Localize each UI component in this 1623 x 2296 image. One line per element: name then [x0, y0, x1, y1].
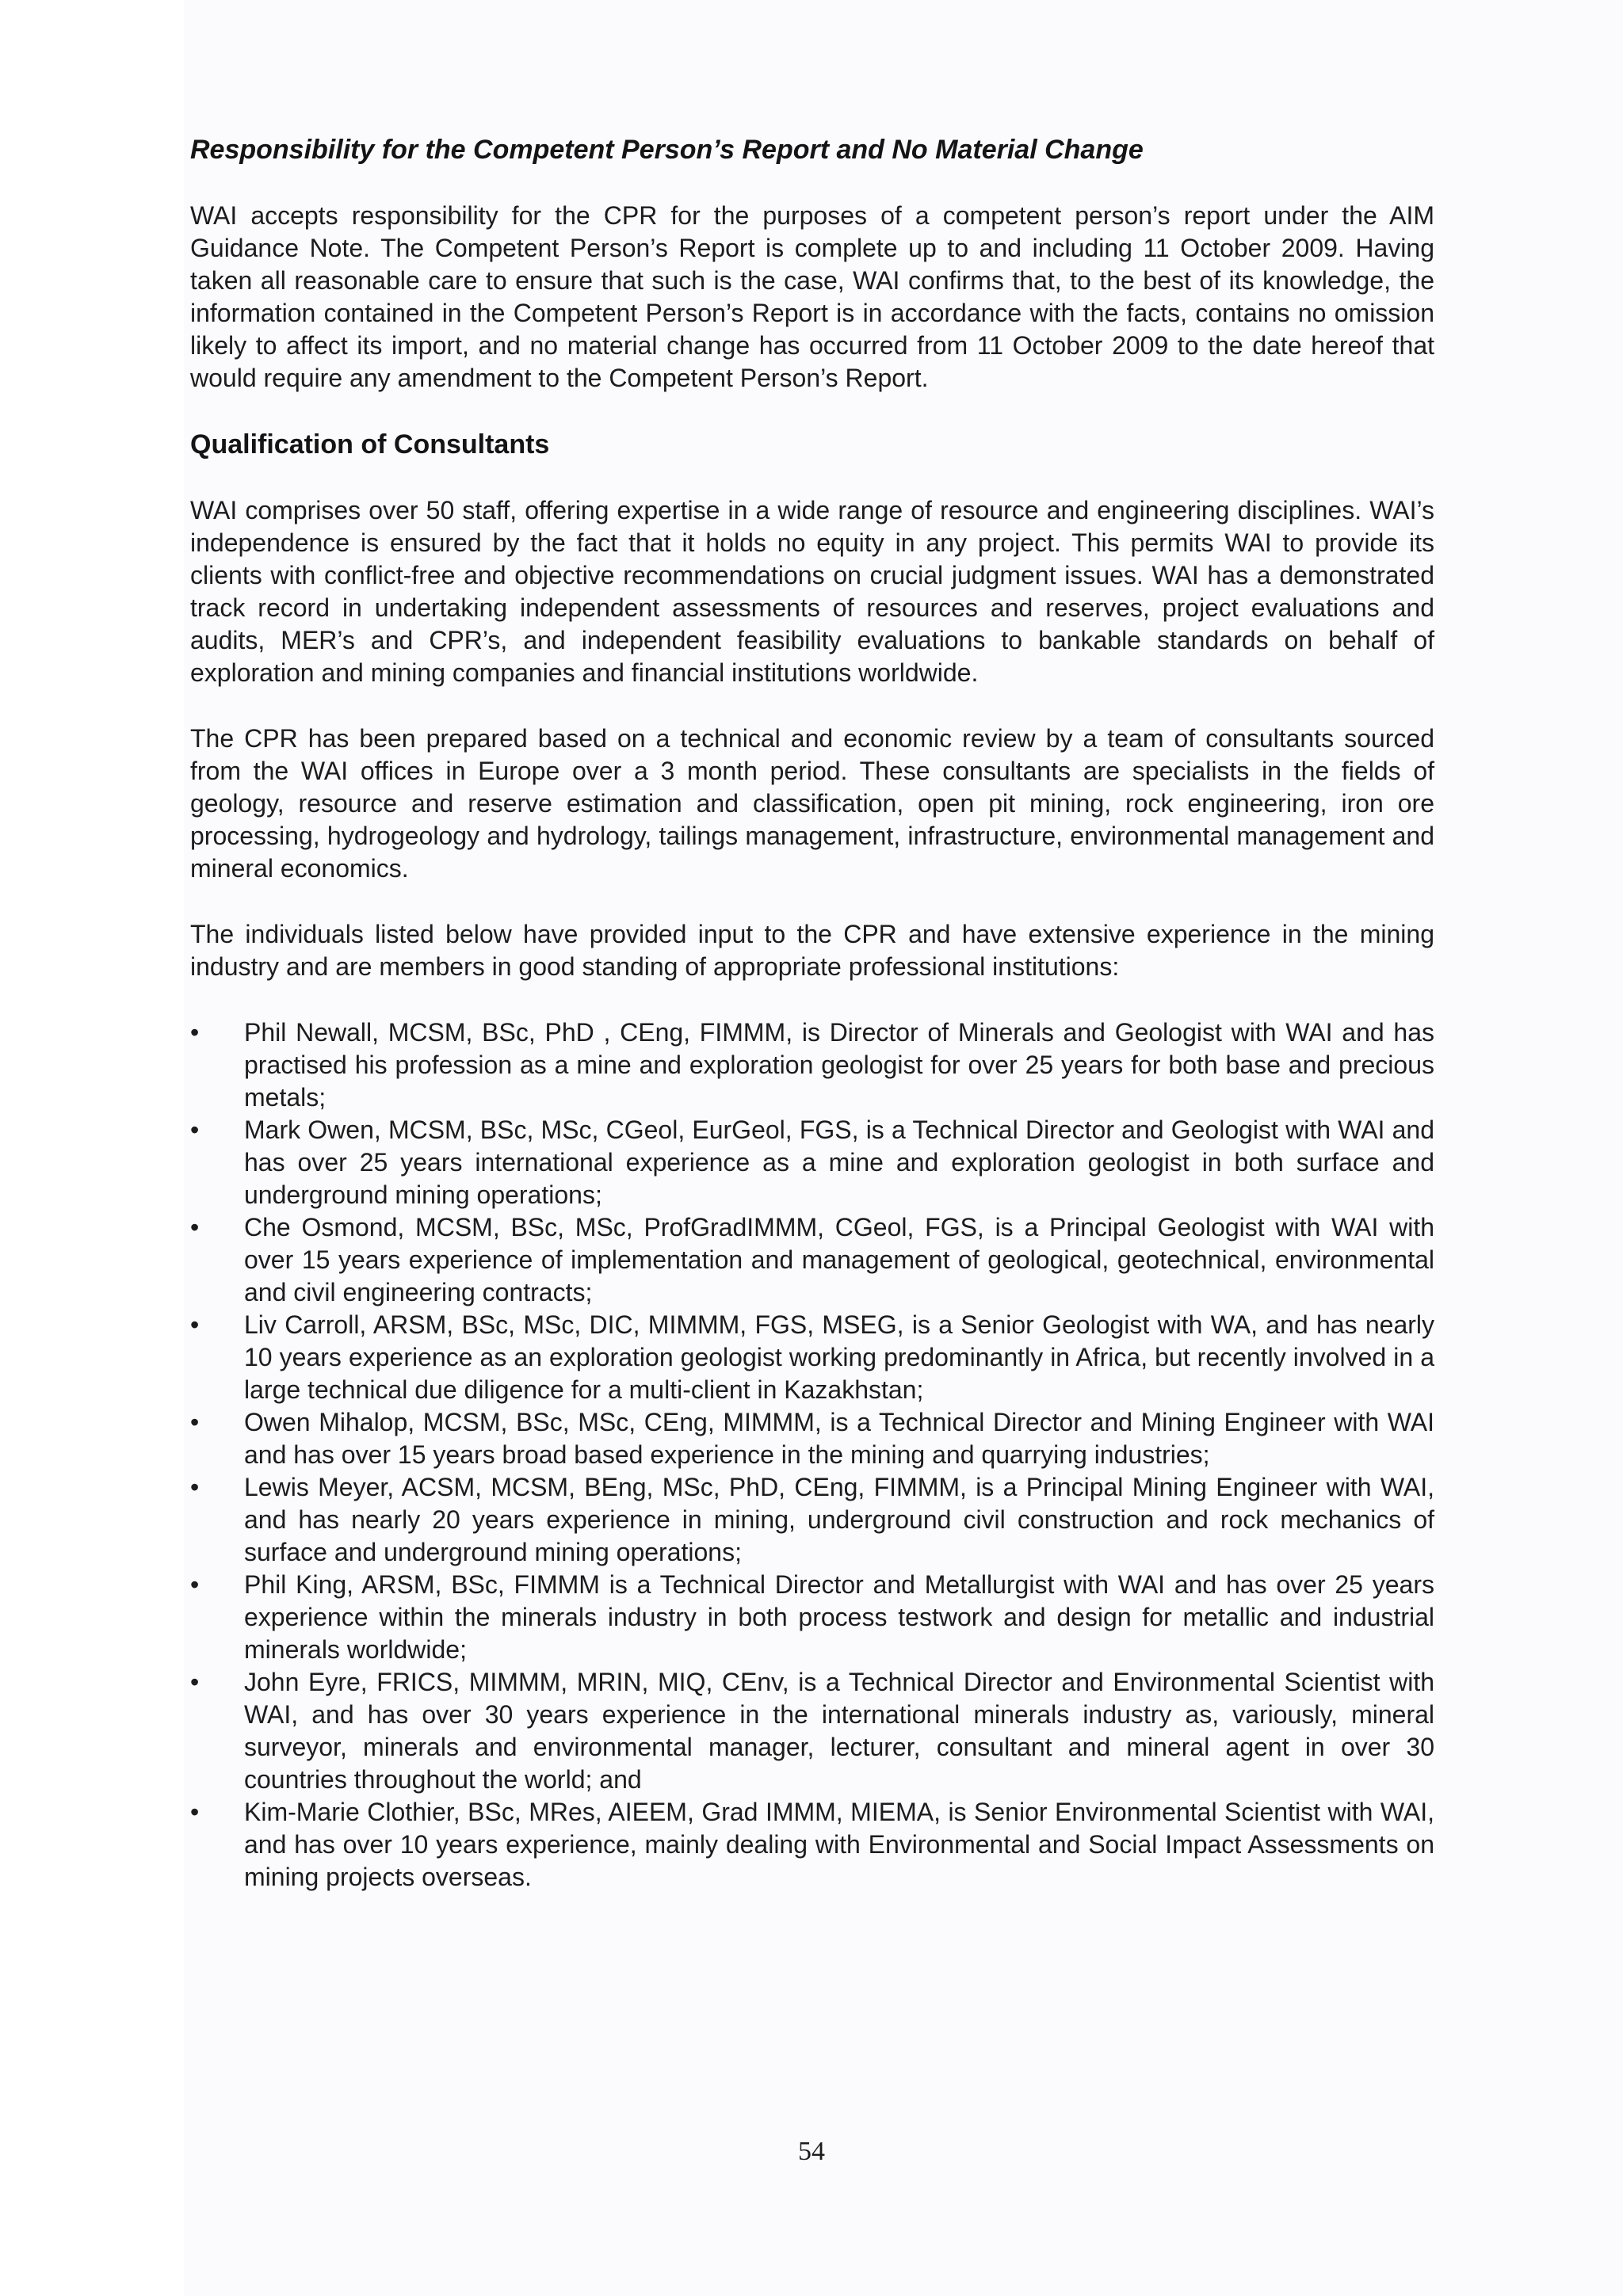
section-heading-qualification: Qualification of Consultants — [190, 429, 550, 460]
list-item-text: Kim-Marie Clothier, BSc, MRes, AIEEM, Grad IMMM, MIEMA, is Senior Environmental Scientist with WAI, and has over 10 years experience, mainly dealing with Environmental and Social Impact Assessments on mining projects overseas. — [244, 1798, 1434, 1891]
list-item-text: Owen Mihalop, MCSM, BSc, MSc, CEng, MIMMM, is a Technical Director and Mining Engineer with WAI and has over 15 years broad based experience in the mining and quarrying industries; — [244, 1408, 1434, 1469]
bullet-icon: • — [190, 1408, 200, 1436]
list-item — [190, 1309, 1434, 1406]
bullet-icon: • — [190, 1116, 200, 1144]
list-item — [190, 1211, 1434, 1309]
list-item-text: Mark Owen, MCSM, BSc, MSc, CGeol, EurGeol, FGS, is a Technical Director and Geologist with WAI and has over 25 years international experience as a mine and exploration geologist in both surface and underground mining operations; — [244, 1116, 1434, 1209]
list-item-text: Phil King, ARSM, BSc, FIMMM is a Technical Director and Metallurgist with WAI and has over 25 years experience within the minerals industry in both process testwork and design for metallic and industrial minerals worldwide; — [244, 1570, 1434, 1664]
list-item — [190, 1406, 1434, 1471]
section-heading-responsibility: Responsibility for the Competent Person’s Report and No Material Change — [190, 135, 1144, 165]
consultant-list — [190, 1016, 1434, 1894]
list-item — [190, 1569, 1434, 1666]
list-item-text: Phil Newall, MCSM, BSc, PhD , CEng, FIMMM, is Director of Minerals and Geologist with WAI and has practised his profession as a mine and exploration geologist for over 25 years for both base and precious metals; — [244, 1018, 1434, 1112]
responsibility-paragraph: WAI accepts responsibility for the CPR for the purposes of a competent person’s report under the AIM Guidance Note. The Competent Person’s Report is complete up to and including 11 October 2009. Having taken all reasonable care to ensure that such is the case, WAI confirms that, to the best of its knowledge, the information contained in the Competent Person’s Report is in accordance with the facts, contains no omission likely to affect its import, and no material change has occurred from 11 October 2009 to the date hereof that would require any amendment to the Competent Person’s Report. — [190, 201, 1434, 392]
list-item-text: Lewis Meyer, ACSM, MCSM, BEng, MSc, PhD, CEng, FIMMM, is a Principal Mining Engineer with WAI, and has nearly 20 years experience in mining, underground civil construction and rock mechanics of surface and underground mining operations; — [244, 1473, 1434, 1566]
list-item-text: John Eyre, FRICS, MIMMM, MRIN, MIQ, CEnv, is a Technical Director and Environmental Scientist with WAI, and has over 30 years experience in the international minerals industry as, variously, mineral surveyor, minerals and environmental manager, lecturer, consultant and mineral agent in over 30 countries throughout the world; and — [244, 1668, 1434, 1794]
list-item-text: Che Osmond, MCSM, BSc, MSc, ProfGradIMMM, CGeol, FGS, is a Principal Geologist with WAI with over 15 years experience of implementation and management of geological, geotechnical, environmental and civil engineering contracts; — [244, 1213, 1434, 1306]
bullet-icon: • — [190, 1798, 200, 1826]
list-item — [190, 1016, 1434, 1114]
qualification-paragraph-3: The individuals listed below have provided input to the CPR and have extensive experience in the mining industry and are members in good standing of appropriate professional institutions: — [190, 920, 1434, 981]
list-item — [190, 1471, 1434, 1569]
bullet-icon: • — [190, 1570, 200, 1599]
page-number: 54 — [798, 2137, 825, 2166]
bullet-icon: • — [190, 1310, 200, 1339]
bullet-icon: • — [190, 1473, 200, 1501]
list-item — [190, 1796, 1434, 1894]
qualification-paragraph-1: WAI comprises over 50 staff, offering expertise in a wide range of resource and engineering disciplines. WAI’s independence is ensured by the fact that it holds no equity in any project. This permits WAI to provide its clients with conflict-free and objective recommendations on crucial judgment issues. WAI has a demonstrated track record in undertaking independent assessments of resources and reserves, project evaluations and audits, MER’s and CPR’s, and independent feasibility evaluations to bankable standards on behalf of exploration and mining companies and financial institutions worldwide. — [190, 496, 1434, 687]
bullet-icon: • — [190, 1018, 200, 1047]
list-item — [190, 1114, 1434, 1211]
bullet-icon: • — [190, 1668, 200, 1696]
qualification-paragraph-2: The CPR has been prepared based on a technical and economic review by a team of consultants sourced from the WAI offices in Europe over a 3 month period. These consultants are specialists in the fields of geology, resource and reserve estimation and classification, open pit mining, rock engineering, iron ore processing, hydrogeology and hydrology, tailings management, infrastructure, environmental management and mineral economics. — [190, 724, 1434, 883]
bullet-icon: • — [190, 1213, 200, 1241]
list-item — [190, 1666, 1434, 1796]
page-content — [190, 133, 1434, 1894]
list-item-text: Liv Carroll, ARSM, BSc, MSc, DIC, MIMMM, FGS, MSEG, is a Senior Geologist with WA, and has nearly 10 years experience as an exploration geologist working predominantly in Africa, but recently involved in a large technical due diligence for a multi-client in Kazakhstan; — [244, 1310, 1434, 1404]
